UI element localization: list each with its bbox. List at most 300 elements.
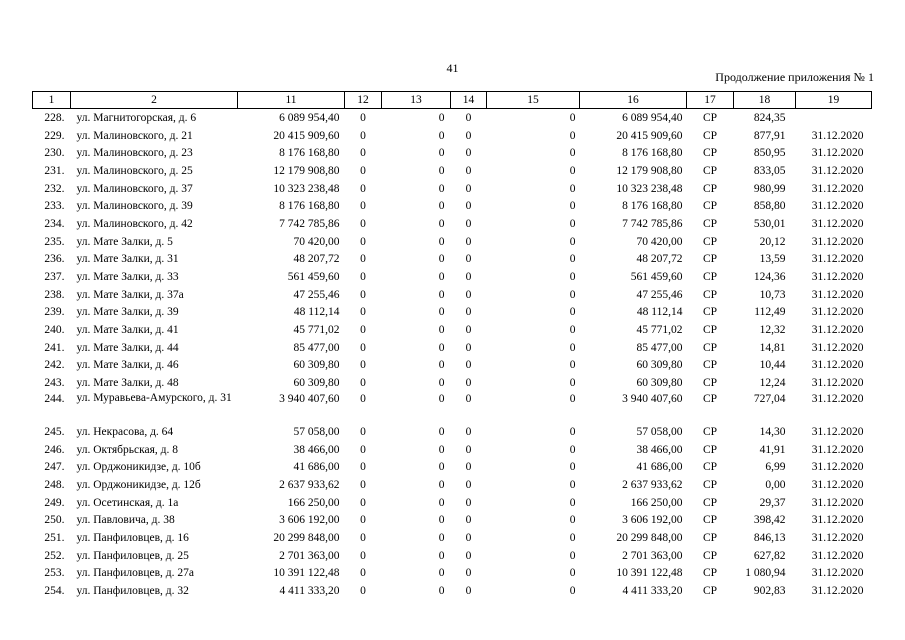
page-number: 41 [446,61,459,75]
table-cell: 12,24 [759,377,786,390]
header-cell: 13 [382,92,451,109]
table-cell: 0 [360,164,366,177]
table-cell: 85 477,00 [636,341,683,354]
table-cell: 0 [569,111,576,124]
table-cell: 233. [44,200,65,213]
table-cell: ул. Орджоникидзе, д. 12б [76,478,201,491]
table-cell: СР [702,324,718,337]
table-row [33,441,872,459]
table-cell: СР [702,341,718,354]
table-cell: 70 420,00 [636,235,683,248]
table-cell: 0 [438,478,445,491]
table-cell: ул. Мате Залки, д. 41 [76,324,179,337]
table-cell: 20 299 848,00 [616,531,683,544]
table-cell: 0 [438,393,445,405]
table-cell: СР [702,129,718,142]
table-cell: 0 [360,253,366,266]
table-cell: 0 [438,129,445,142]
table-cell: 0 [465,461,472,474]
table-cell: 0 [360,111,366,124]
table-cell: 902,83 [753,585,786,598]
table-cell: 0 [465,200,472,213]
table-cell: СР [702,288,718,301]
table-cell: 0 [360,271,366,284]
table-cell: 31.12.2020 [811,235,864,248]
table-cell: 0 [569,514,576,527]
table-cell: СР [702,147,718,160]
table-cell: 0 [438,253,445,266]
table-cell: 0 [438,324,445,337]
table-cell: ул. Мате Залки, д. 46 [76,359,179,372]
header-row [33,92,872,109]
table-cell: 0 [569,129,576,142]
table-cell: 0 [569,531,576,544]
table-cell: 2 701 363,00 [622,549,683,562]
table-cell: ул. Малиновского, д. 37 [76,182,193,195]
table-cell: 0 [360,377,366,390]
table-cell: ул. Мате Залки, д. 37а [76,288,184,301]
table-cell: 234. [44,217,65,230]
table-cell: 31.12.2020 [811,200,864,213]
table-cell: 627,82 [753,549,786,562]
table-cell: 232. [44,182,65,195]
table-cell: 166 250,00 [630,496,683,509]
table-cell: 31.12.2020 [811,147,864,160]
table-row [33,547,872,565]
table-cell: 112,49 [754,306,786,319]
table-cell: СР [702,253,718,266]
table-cell: 31.12.2020 [811,461,864,474]
table-cell: 0 [465,514,472,527]
table-cell: 242. [44,359,65,372]
table-cell: 47 255,46 [636,288,683,301]
table-cell: 31.12.2020 [811,341,864,354]
table-cell: 0 [569,182,576,195]
table-cell: 31.12.2020 [811,478,864,491]
table-cell: СР [702,514,718,527]
table-cell: 243. [44,377,65,390]
table-cell: 398,42 [753,514,786,527]
table-cell: 31.12.2020 [811,306,864,319]
table-cell: 29,37 [759,496,786,509]
table-cell: 0 [465,341,472,354]
table-cell: 31.12.2020 [811,217,864,230]
table-cell: 247. [44,461,65,474]
table-cell: 246. [44,443,65,456]
table-cell: 12,32 [759,324,786,337]
table-cell: 3 940 407,60 [279,393,340,405]
table-cell: 0 [465,359,472,372]
table-row [33,162,872,180]
table-cell: 38 466,00 [636,443,683,456]
table-cell: СР [702,217,718,230]
table-cell: 0 [465,271,472,284]
table-cell: 235. [44,235,65,248]
table-cell: 0 [569,217,576,230]
table-cell: 31.12.2020 [811,425,864,438]
table-cell: 31.12.2020 [811,393,864,405]
table-cell: 0 [569,393,576,405]
table-cell: СР [702,585,718,598]
table-cell: 6,99 [765,461,786,474]
table-cell: 8 176 168,80 [279,147,340,160]
table-cell: 0 [438,585,445,598]
table-cell: 0 [438,147,445,160]
table-cell: 251. [44,531,65,544]
table-cell: 10 323 238,48 [273,182,340,195]
table-cell: 0 [360,341,366,354]
table-cell: 0 [360,425,366,438]
table-cell: СР [702,359,718,372]
table-cell: 4 411 333,20 [622,585,683,598]
table-cell: 0 [465,393,472,405]
table-cell: 0 [465,306,472,319]
table-cell: 2 701 363,00 [279,549,340,562]
table-cell: 31.12.2020 [811,324,864,337]
table-cell: 8 176 168,80 [279,200,340,213]
table-cell: 0 [465,164,472,177]
table-cell: 0 [465,585,472,598]
table-cell: 31.12.2020 [811,549,864,562]
table-cell: 0 [360,496,366,509]
table-cell: 0 [465,111,472,124]
table-row [33,127,872,145]
table-cell: 249. [44,496,65,509]
table-cell: 0 [360,514,366,527]
table-cell: 850,95 [753,147,786,160]
table-cell: 0 [569,253,576,266]
table-row [33,251,872,269]
table-cell: ул. Орджоникидзе, д. 10б [76,461,201,474]
table-cell: 20 299 848,00 [273,531,340,544]
table-cell: 0 [569,549,576,562]
table-cell: 7 742 785,86 [279,217,340,230]
table-cell: 0 [438,496,445,509]
table-cell: СР [702,549,718,562]
table-cell: 31.12.2020 [811,129,864,142]
table-cell: 10,44 [759,359,786,372]
table-cell: 0 [465,129,472,142]
table-cell: 0 [569,271,576,284]
table-row [33,286,872,304]
table-cell: 0 [438,306,445,319]
table-cell: СР [702,567,718,580]
table-cell: 31.12.2020 [811,253,864,266]
table-cell: 48 112,14 [293,306,340,319]
table-row [33,215,872,233]
table-cell: ул. Малиновского, д. 42 [76,217,193,230]
table-row [33,494,872,512]
table-cell: 240. [44,324,65,337]
table-cell: 47 255,46 [293,288,340,301]
table-cell: 0 [438,111,445,124]
table-cell: 0 [465,182,472,195]
table-cell: 0 [360,235,366,248]
table-cell: 8 176 168,80 [622,147,683,160]
table-row [33,233,872,251]
table-cell: 0 [569,461,576,474]
table-cell: 85 477,00 [293,341,340,354]
table-cell: 0 [569,567,576,580]
table-cell: 0 [569,359,576,372]
table-cell: 561 459,60 [287,271,340,284]
table-cell: 0 [438,182,445,195]
table-cell: 980,99 [753,182,786,195]
table-cell: ул. Мате Залки, д. 5 [76,235,173,248]
table-cell: 0 [438,567,445,580]
table-body [33,109,872,600]
table-cell: 12 179 908,80 [616,164,683,177]
table-cell: 31.12.2020 [811,496,864,509]
table-cell: 31.12.2020 [811,182,864,195]
table-cell: 0 [360,585,366,598]
table-cell: 10 391 122,48 [273,567,340,580]
table-cell: 60 309,80 [636,377,683,390]
table-cell: 45 771,02 [636,324,683,337]
table-row [33,565,872,583]
table-cell: 0 [360,549,366,562]
table-cell: 31.12.2020 [811,585,864,598]
table-cell: 0 [465,531,472,544]
table-cell: 0 [438,235,445,248]
table-cell: 0 [438,377,445,390]
table-cell: 31.12.2020 [811,271,864,284]
table-cell: 0 [438,531,445,544]
table-cell: 824,35 [753,111,786,124]
table-row [33,357,872,375]
table-cell: 0 [438,164,445,177]
table-cell: 31.12.2020 [811,164,864,177]
table-cell: 3 940 407,60 [622,393,683,405]
table-cell: 2 637 933,62 [279,478,340,491]
table-cell: 0 [438,443,445,456]
table-row [33,511,872,529]
table-cell: 0 [438,549,445,562]
table-cell: 561 459,60 [630,271,683,284]
table-cell: 228. [44,111,65,124]
table-cell: 0 [465,235,472,248]
table-cell: 0 [465,377,472,390]
table-cell: ул. Мате Залки, д. 44 [76,341,179,354]
table-row [33,304,872,322]
table-cell: 31.12.2020 [811,531,864,544]
table-cell: 0 [569,147,576,160]
table-cell: 0,00 [765,478,786,491]
table-cell: СР [702,200,718,213]
table-cell: СР [702,235,718,248]
table-cell: СР [702,443,718,456]
table-row [33,109,872,127]
table-cell: ул. Панфиловцев, д. 27а [76,567,194,580]
table-cell: 48 207,72 [293,253,340,266]
table-cell: 237. [44,271,65,284]
table-cell: 254. [44,585,65,598]
table-cell: 0 [465,478,472,491]
table-cell: 48 112,14 [636,306,683,319]
table-cell: 6 089 954,40 [622,111,683,124]
table-cell: 239. [44,306,65,319]
table-cell: 4 411 333,20 [279,585,340,598]
table-cell: 20 415 909,60 [273,129,340,142]
table-cell: 727,04 [753,393,786,405]
table-cell: СР [702,164,718,177]
table-cell: 0 [360,324,366,337]
header-cell: 1 [33,92,71,109]
table-cell: 57 058,00 [293,425,340,438]
table-row [33,392,872,423]
table-row [33,582,872,600]
table-cell: 13,59 [759,253,786,266]
table-cell: 0 [360,567,366,580]
table-cell: 0 [465,496,472,509]
table-cell: 245. [44,425,65,438]
table-cell: 0 [438,514,445,527]
table-cell: 0 [569,200,576,213]
table-cell: 0 [360,461,366,474]
table-cell: 10 323 238,48 [616,182,683,195]
table-cell: 57 058,00 [636,425,683,438]
table-cell: ул. Магнитогорская, д. 6 [76,111,197,124]
table-cell: 0 [360,531,366,544]
table-cell: СР [702,461,718,474]
table-cell: 236. [44,253,65,266]
table-cell: 6 089 954,40 [279,111,340,124]
table-cell: 31.12.2020 [811,567,864,580]
table-header [33,92,872,109]
table-cell: 530,01 [753,217,786,230]
table-cell: 0 [360,478,366,491]
table-cell: 0 [438,425,445,438]
table-cell: 31.12.2020 [811,377,864,390]
table-cell: 241. [44,341,65,354]
table-cell: СР [702,271,718,284]
table-cell: 0 [465,253,472,266]
table-cell: 0 [360,182,366,195]
table-cell: 0 [465,567,472,580]
table-cell: 0 [438,461,445,474]
continuation-caption: Продолжение приложения № 1 [715,70,874,84]
table-cell: 31.12.2020 [811,359,864,372]
table-cell: 166 250,00 [287,496,340,509]
table-cell: 31.12.2020 [811,288,864,301]
table-cell: 0 [438,341,445,354]
table-cell: 10,73 [759,288,786,301]
table-cell: СР [702,531,718,544]
table-cell: 0 [465,425,472,438]
data-table [32,91,872,600]
table-cell: 858,80 [753,200,786,213]
table-row [33,374,872,392]
header-cell: 18 [734,92,796,109]
table-row [33,458,872,476]
table-row [33,529,872,547]
table-cell: 20 415 909,60 [616,129,683,142]
table-cell: 48 207,72 [636,253,683,266]
header-cell: 14 [451,92,487,109]
table-cell: 31.12.2020 [811,443,864,456]
table-cell: СР [702,393,718,405]
table-cell: СР [702,111,718,124]
table-cell: ул. Октябрьская, д. 8 [76,443,178,456]
table-cell: 41 686,00 [293,461,340,474]
table-cell: 38 466,00 [293,443,340,456]
table-cell: 2 637 933,62 [622,478,683,491]
table-cell: СР [702,425,718,438]
table-cell: СР [702,478,718,491]
table-cell: 0 [438,359,445,372]
table-cell: ул. Осетинская, д. 1а [76,496,179,509]
table-cell: СР [702,306,718,319]
table-cell: 833,05 [753,164,786,177]
table-cell: 0 [465,147,472,160]
header-cell: 15 [487,92,580,109]
table-row [33,197,872,215]
table-row [33,144,872,162]
table-cell: 0 [360,129,366,142]
table-cell: 1 080,94 [745,567,786,580]
table-cell: 41,91 [759,443,786,456]
table-cell: 60 309,80 [293,359,340,372]
table-cell: 0 [569,341,576,354]
table-cell: 0 [360,200,366,213]
table-row [33,476,872,494]
table-cell: 238. [44,288,65,301]
table-cell: 41 686,00 [636,461,683,474]
table-cell: 0 [569,324,576,337]
table-cell: ул. Мате Залки, д. 39 [76,306,179,319]
table-cell: ул. Панфиловцев, д. 25 [76,549,189,562]
table-cell: ул. Мате Залки, д. 48 [76,377,179,390]
table-cell: 0 [569,377,576,390]
table-cell: 14,30 [759,425,786,438]
table-cell: 3 606 192,00 [622,514,683,527]
table-cell: ул. Мате Залки, д. 31 [76,253,179,266]
table-cell: 60 309,80 [636,359,683,372]
table-cell: 0 [569,496,576,509]
table-row [33,339,872,357]
table-cell: 0 [569,585,576,598]
table-cell: 0 [569,164,576,177]
header-cell: 12 [345,92,382,109]
table-cell: ул. Панфиловцев, д. 16 [76,531,189,544]
table-cell: 70 420,00 [293,235,340,248]
table-cell: СР [702,377,718,390]
header-cell: 11 [238,92,345,109]
table-row [33,180,872,198]
table-cell: 20,12 [759,235,786,248]
table-cell: 14,81 [759,341,786,354]
table-cell: 3 606 192,00 [279,514,340,527]
table-cell: ул. Панфиловцев, д. 32 [76,585,189,598]
table-cell: 60 309,80 [293,377,340,390]
table-cell: 250. [44,514,65,527]
table-cell: 0 [465,549,472,562]
table-cell: 0 [360,393,366,405]
table-cell: 0 [438,200,445,213]
table-cell: 244. [44,393,65,405]
table-cell: 0 [360,288,366,301]
table-cell: 0 [465,443,472,456]
table-cell: 0 [465,324,472,337]
table-cell: 0 [438,288,445,301]
table-cell: ул. Мате Залки, д. 33 [76,271,179,284]
table-cell: СР [702,182,718,195]
table-row [33,268,872,286]
header-cell: 16 [580,92,687,109]
header-cell: 2 [71,92,238,109]
table-cell: 10 391 122,48 [616,567,683,580]
table-cell: ул. Малиновского, д. 39 [76,200,193,213]
